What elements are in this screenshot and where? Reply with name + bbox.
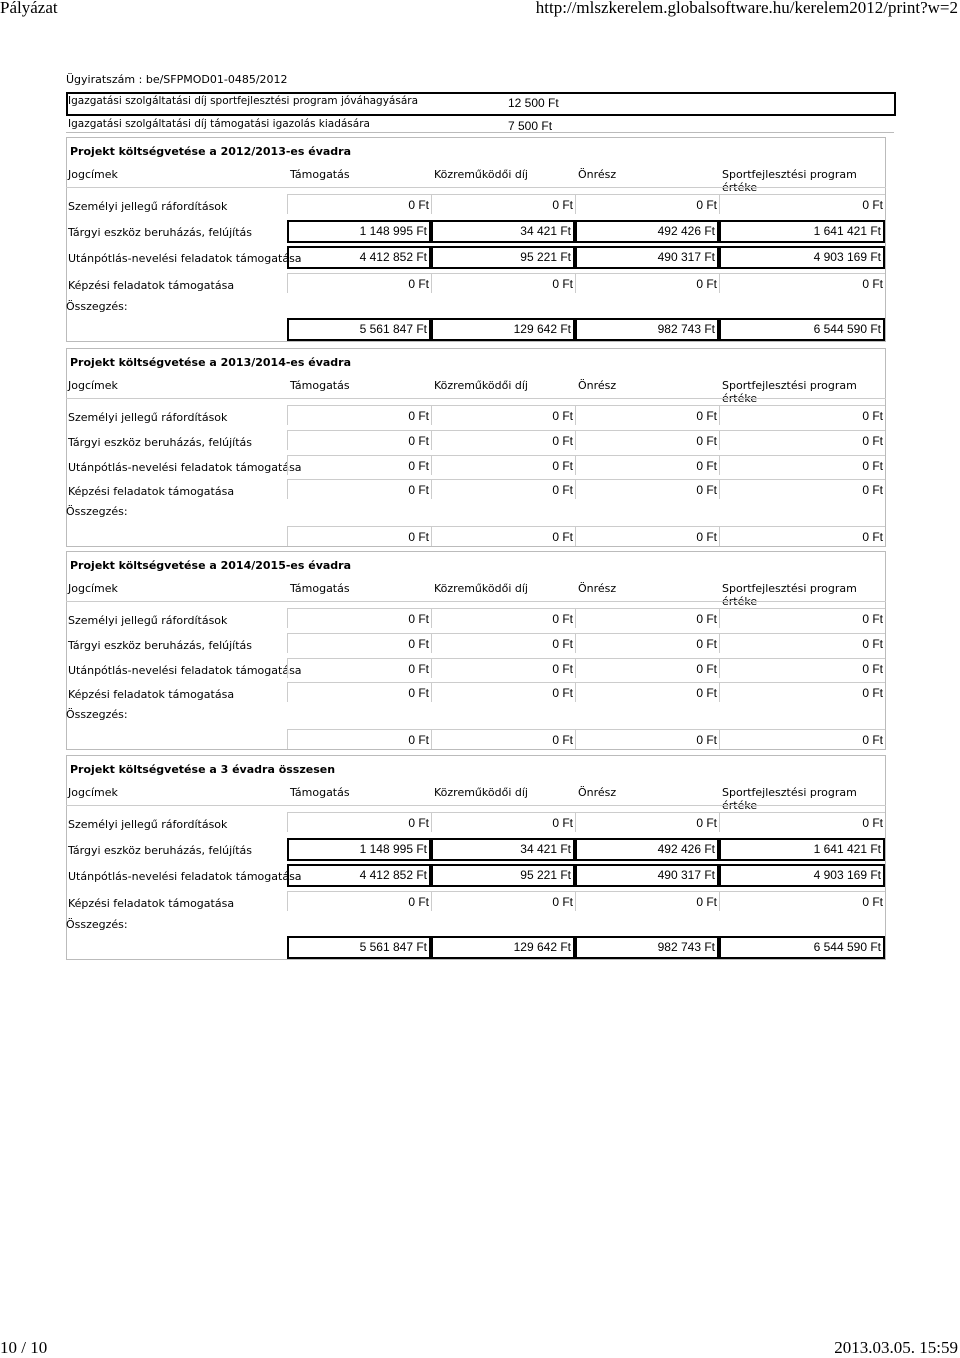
value-cell: 0 Ft	[287, 812, 431, 832]
row-label: Képzési feladatok támogatása	[68, 279, 235, 292]
divider	[66, 398, 886, 399]
column-header: Közreműködői díj	[434, 786, 528, 799]
column-header: Támogatás	[290, 379, 350, 392]
column-header: Közreműködői díj	[434, 582, 528, 595]
value-cell: 1 148 995 Ft	[287, 220, 431, 243]
column-header: Önrész	[578, 168, 617, 181]
summary-cell: 0 Ft	[287, 526, 431, 546]
row-label: Utánpótlás-nevelési feladatok támogatása	[68, 461, 302, 474]
row-label: Képzési feladatok támogatása	[68, 485, 235, 498]
budget-section	[66, 348, 886, 545]
divider	[66, 805, 886, 806]
value-cell: 492 426 Ft	[575, 220, 719, 243]
value-cell: 0 Ft	[575, 479, 719, 499]
value-cell: 0 Ft	[575, 194, 719, 214]
row-label: Képzési feladatok támogatása	[68, 688, 235, 701]
page-header-title: Pályázat	[0, 0, 58, 17]
value-cell: 0 Ft	[575, 430, 719, 450]
fee-value: 12 500 Ft	[508, 96, 559, 110]
value-cell: 0 Ft	[719, 430, 885, 450]
value-cell: 0 Ft	[431, 633, 575, 653]
budget-section	[66, 137, 886, 347]
value-cell: 34 421 Ft	[431, 838, 575, 861]
value-cell: 95 221 Ft	[431, 864, 575, 887]
divider	[66, 132, 894, 133]
section-title: Projekt költségvetése a 2012/2013-es évadra	[70, 145, 352, 158]
value-cell: 0 Ft	[431, 891, 575, 911]
summary-cell: 129 642 Ft	[431, 936, 575, 959]
value-cell: 0 Ft	[575, 682, 719, 702]
column-header: Jogcímek	[68, 786, 118, 799]
value-cell: 0 Ft	[575, 891, 719, 911]
row-label: Képzési feladatok támogatása	[68, 897, 235, 910]
value-cell: 0 Ft	[431, 608, 575, 628]
value-cell: 0 Ft	[287, 658, 431, 678]
value-cell: 0 Ft	[287, 455, 431, 475]
summary-cell: 0 Ft	[575, 729, 719, 749]
column-header: Sportfejlesztési program értéke	[722, 379, 857, 405]
value-cell: 0 Ft	[287, 273, 431, 293]
value-cell: 0 Ft	[719, 455, 885, 475]
summary-label: Összegzés:	[66, 918, 128, 931]
column-header: Közreműködői díj	[434, 379, 528, 392]
summary-label: Összegzés:	[66, 300, 128, 313]
value-cell: 0 Ft	[719, 682, 885, 702]
column-header: Önrész	[578, 786, 617, 799]
summary-cell: 5 561 847 Ft	[287, 318, 431, 341]
value-cell: 0 Ft	[719, 633, 885, 653]
column-header: Önrész	[578, 379, 617, 392]
value-cell: 0 Ft	[575, 405, 719, 425]
value-cell: 0 Ft	[575, 658, 719, 678]
value-cell: 0 Ft	[719, 608, 885, 628]
value-cell: 1 148 995 Ft	[287, 838, 431, 861]
page-footer-timestamp: 2013.03.05. 15:59	[834, 1338, 958, 1357]
value-cell: 34 421 Ft	[431, 220, 575, 243]
summary-cell: 0 Ft	[287, 729, 431, 749]
value-cell: 0 Ft	[719, 479, 885, 499]
fee-value: 7 500 Ft	[508, 119, 553, 133]
divider	[66, 601, 886, 602]
value-cell: 1 641 421 Ft	[719, 220, 885, 243]
row-label: Tárgyi eszköz beruházás, felújítás	[68, 844, 253, 857]
value-cell: 490 317 Ft	[575, 864, 719, 887]
column-header: Önrész	[578, 582, 617, 595]
value-cell: 492 426 Ft	[575, 838, 719, 861]
value-cell: 0 Ft	[431, 682, 575, 702]
fee-table	[66, 92, 894, 135]
value-cell: 0 Ft	[719, 658, 885, 678]
value-cell: 0 Ft	[719, 194, 885, 214]
value-cell: 0 Ft	[287, 194, 431, 214]
column-header: Sportfejlesztési program értéke	[722, 168, 857, 194]
value-cell: 4 412 852 Ft	[287, 864, 431, 887]
summary-cell: 5 561 847 Ft	[287, 936, 431, 959]
summary-label: Összegzés:	[66, 505, 128, 518]
section-title: Projekt költségvetése a 2014/2015-es évadra	[70, 559, 352, 572]
fee-label: Igazgatási szolgáltatási díj sportfejlesztési program jóváhagyására	[68, 95, 419, 107]
value-cell: 0 Ft	[287, 608, 431, 628]
value-cell: 0 Ft	[431, 405, 575, 425]
value-cell: 4 903 169 Ft	[719, 864, 885, 887]
value-cell: 490 317 Ft	[575, 246, 719, 269]
value-cell: 0 Ft	[431, 194, 575, 214]
section-title: Projekt költségvetése a 2013/2014-es évadra	[70, 356, 352, 369]
value-cell: 0 Ft	[287, 479, 431, 499]
column-header: Sportfejlesztési program értéke	[722, 582, 857, 608]
value-cell: 0 Ft	[287, 633, 431, 653]
page-footer-pagination: 10 / 10	[0, 1338, 48, 1357]
fee-label: Igazgatási szolgáltatási díj támogatási igazolás kiadására	[68, 118, 370, 130]
row-label: Utánpótlás-nevelési feladatok támogatása	[68, 664, 302, 677]
value-cell: 0 Ft	[287, 682, 431, 702]
value-cell: 0 Ft	[431, 273, 575, 293]
column-header: Jogcímek	[68, 582, 118, 595]
value-cell: 0 Ft	[719, 812, 885, 832]
summary-cell: 6 544 590 Ft	[719, 318, 885, 341]
column-header: Támogatás	[290, 582, 350, 595]
row-label: Utánpótlás-nevelési feladatok támogatása	[68, 252, 302, 265]
row-label: Személyi jellegű ráfordítások	[68, 818, 228, 831]
value-cell: 0 Ft	[719, 891, 885, 911]
section-title: Projekt költségvetése a 3 évadra összesen	[70, 763, 336, 776]
summary-label: Összegzés:	[66, 708, 128, 721]
column-header: Jogcímek	[68, 168, 118, 181]
divider	[66, 187, 886, 188]
column-header: Támogatás	[290, 786, 350, 799]
summary-cell: 6 544 590 Ft	[719, 936, 885, 959]
row-label: Tárgyi eszköz beruházás, felújítás	[68, 226, 253, 239]
summary-cell: 0 Ft	[575, 526, 719, 546]
budget-section	[66, 755, 886, 954]
summary-cell: 982 743 Ft	[575, 318, 719, 341]
row-label: Személyi jellegű ráfordítások	[68, 411, 228, 424]
value-cell: 0 Ft	[287, 430, 431, 450]
row-label: Személyi jellegű ráfordítások	[68, 200, 228, 213]
value-cell: 0 Ft	[575, 608, 719, 628]
budget-section	[66, 551, 886, 748]
value-cell: 0 Ft	[719, 273, 885, 293]
summary-cell: 0 Ft	[431, 729, 575, 749]
value-cell: 0 Ft	[431, 812, 575, 832]
value-cell: 0 Ft	[287, 405, 431, 425]
value-cell: 0 Ft	[575, 273, 719, 293]
page-header-url: http://mlszkerelem.globalsoftware.hu/kerelem2012/print?w=2	[535, 0, 958, 17]
column-header: Támogatás	[290, 168, 350, 181]
column-header: Sportfejlesztési program értéke	[722, 786, 857, 812]
value-cell: 4 903 169 Ft	[719, 246, 885, 269]
summary-cell: 0 Ft	[719, 729, 885, 749]
row-label: Tárgyi eszköz beruházás, felújítás	[68, 436, 253, 449]
case-number: Ügyiratszám : be/SFPMOD01-0485/2012	[66, 73, 288, 86]
row-label: Személyi jellegű ráfordítások	[68, 614, 228, 627]
value-cell: 0 Ft	[431, 479, 575, 499]
summary-cell: 0 Ft	[719, 526, 885, 546]
value-cell: 0 Ft	[287, 891, 431, 911]
summary-cell: 129 642 Ft	[431, 318, 575, 341]
value-cell: 0 Ft	[575, 812, 719, 832]
value-cell: 0 Ft	[431, 658, 575, 678]
column-header: Jogcímek	[68, 379, 118, 392]
value-cell: 95 221 Ft	[431, 246, 575, 269]
summary-cell: 982 743 Ft	[575, 936, 719, 959]
value-cell: 0 Ft	[431, 430, 575, 450]
summary-cell: 0 Ft	[431, 526, 575, 546]
value-cell: 0 Ft	[431, 455, 575, 475]
column-header: Közreműködői díj	[434, 168, 528, 181]
value-cell: 0 Ft	[575, 633, 719, 653]
row-label: Tárgyi eszköz beruházás, felújítás	[68, 639, 253, 652]
value-cell: 4 412 852 Ft	[287, 246, 431, 269]
value-cell: 0 Ft	[575, 455, 719, 475]
value-cell: 0 Ft	[719, 405, 885, 425]
row-label: Utánpótlás-nevelési feladatok támogatása	[68, 870, 302, 883]
value-cell: 1 641 421 Ft	[719, 838, 885, 861]
